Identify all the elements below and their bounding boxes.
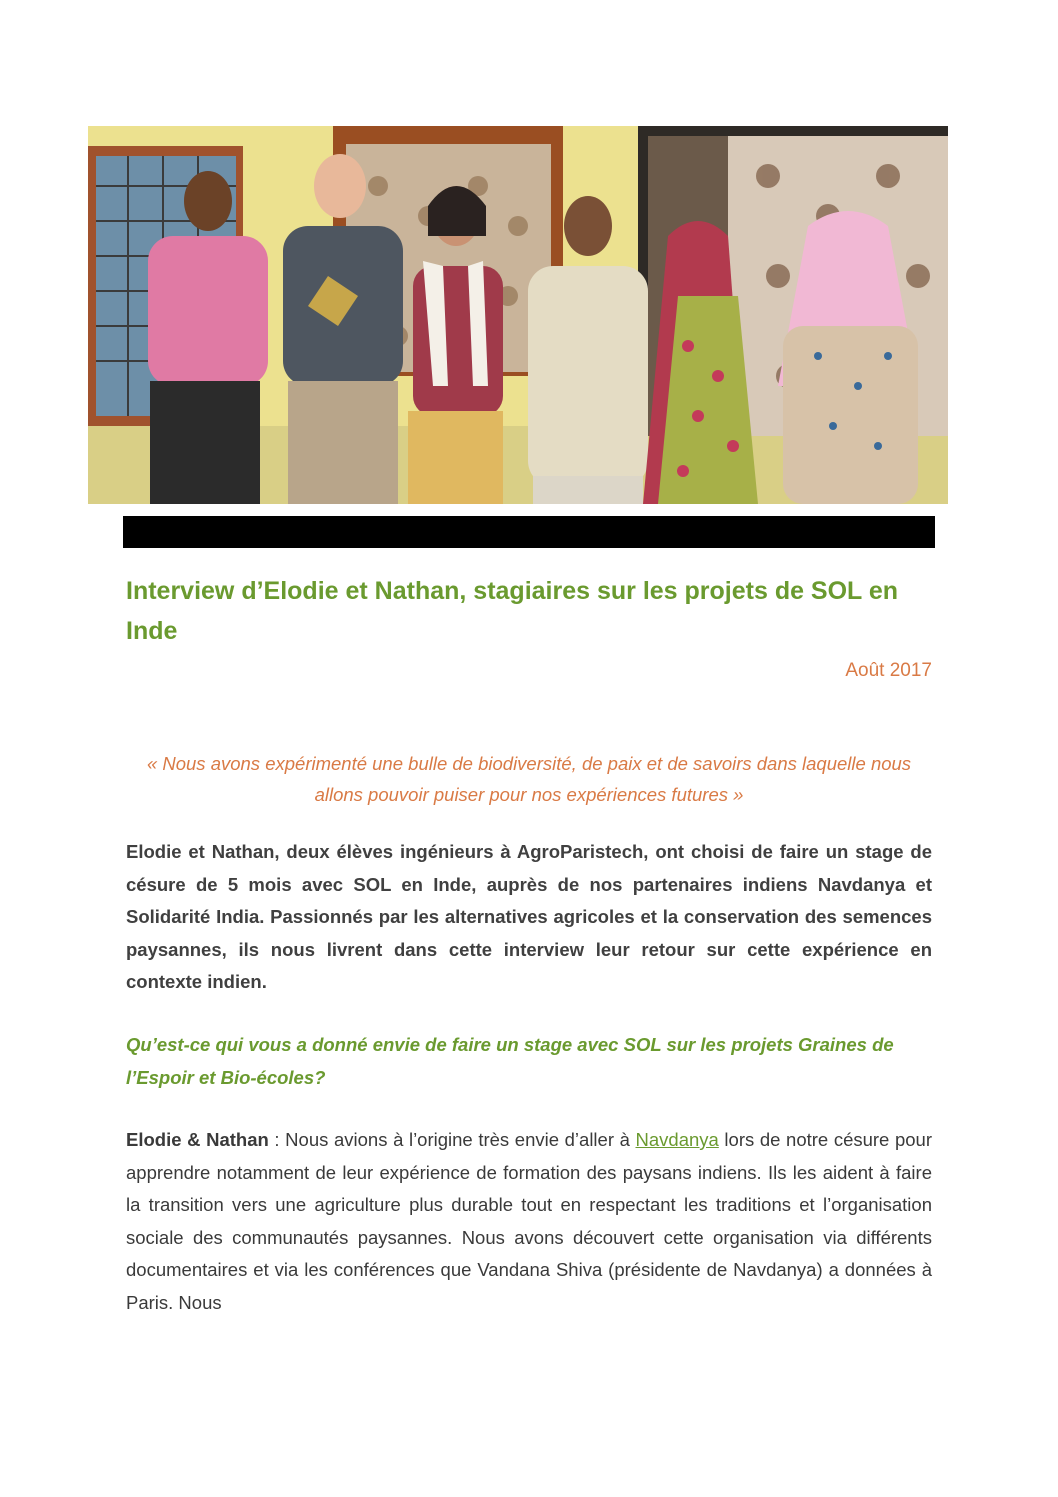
black-banner [123,516,935,548]
interview-answer [126,1124,932,1319]
intro-paragraph: Elodie et Nathan, deux élèves ingénieurs à AgroParistech, ont choisi de faire un stage de césure de 5 mois avec SOL en Inde, auprès de nos partenaires indiens Navdanya et Solidarité India. Passionnés par les alternatives agricoles et la conservation des semences paysannes, ils nous livrent dans cette interview leur retour sur cette expérience en contexte indien. [126,841,932,992]
answer-text-rest: lors de notre césure pour apprendre notamment de leur expérience de formation des paysans indiens. Ils les aident à faire la transition vers une agriculture plus durable tout en respectant les traditions et l’organisation sociale des communautés paysannes. Nous avons découvert cette organisation via différents documentaires et via les conférences que Vandana Shiva (présidente de Navdanya) a données à Paris. Nous [126,1129,932,1313]
group-photo-illustration [88,126,948,504]
group-photo [88,126,948,504]
answer-speaker: Elodie & Nathan [126,1129,269,1150]
interview-question: Qu’est-ce qui vous a donné envie de faire un stage avec SOL sur les projets Graines de l’Espoir et Bio-écoles? [126,1034,894,1088]
article-date: Août 2017 [845,660,932,681]
pull-quote: « Nous avons expérimenté une bulle de biodiversité, de paix et de savoirs dans laquelle nous allons pouvoir puiser pour nos expériences futures » [146,753,912,805]
navdanya-link[interactable]: Navdanya [635,1129,719,1150]
answer-text-start: Nous avions à l’origine très envie d’aller à [285,1129,636,1150]
answer-separator: : [268,1129,286,1150]
article-title: Interview d’Elodie et Nathan, stagiaires sur les projets de SOL en Inde [126,577,898,645]
